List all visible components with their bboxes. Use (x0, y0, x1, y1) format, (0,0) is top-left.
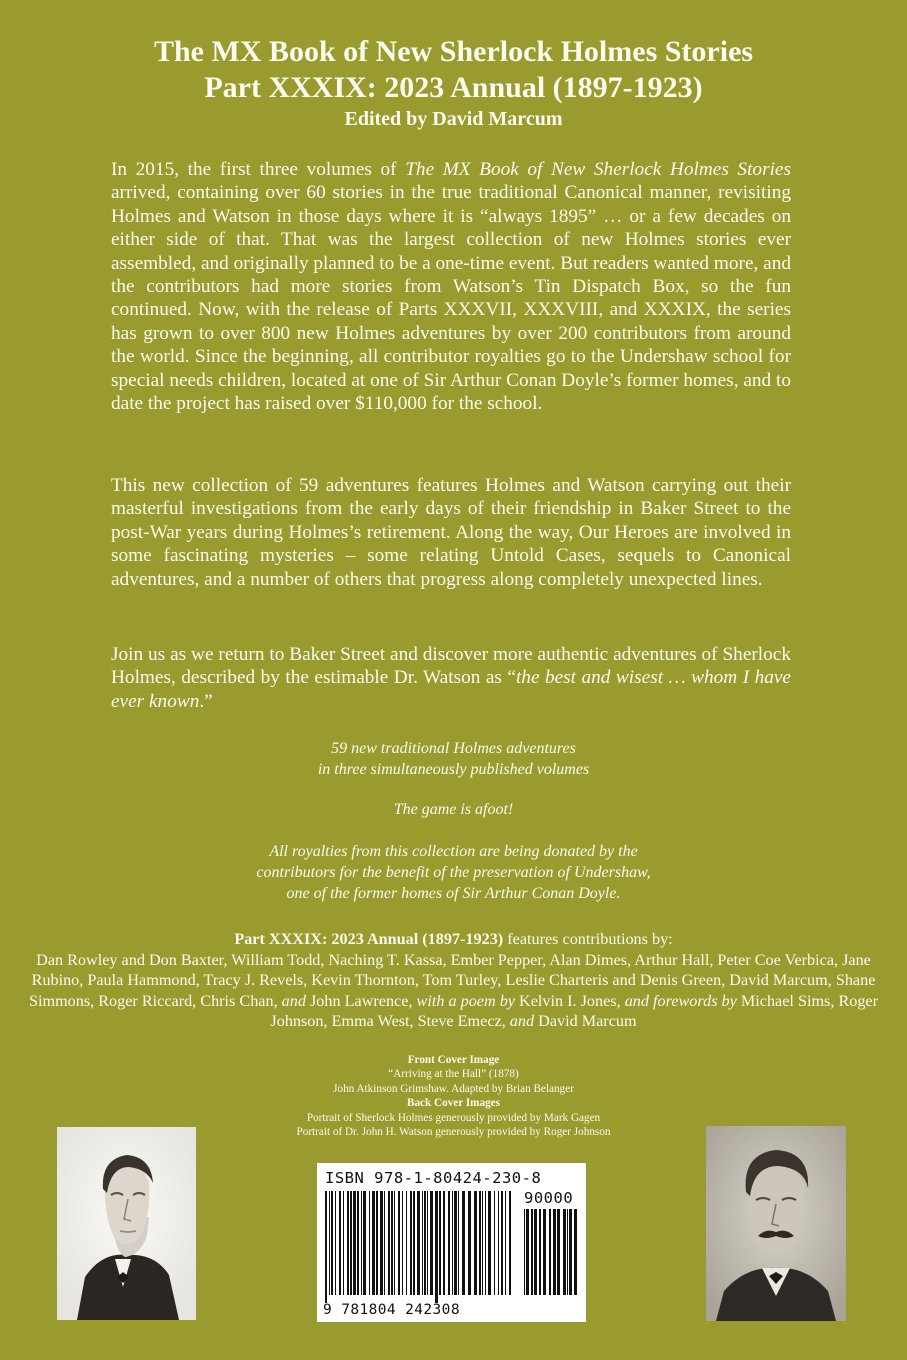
series-title-italic: The MX Book of New Sherlock Holmes Stories (405, 159, 791, 180)
tagline-royalties: All royalties from this collection are being donated by the contributors for the benefit of the preservation of Undershaw, one of the former homes of Sir Arthur Conan Doyle. (256, 843, 651, 902)
barcode-bar (422, 1191, 423, 1295)
barcode-digits: 9 781804 242308 (323, 1302, 460, 1318)
barcode-bar (488, 1191, 491, 1295)
barcode-bar (335, 1191, 336, 1295)
barcode-bar (410, 1191, 412, 1295)
ean13-bars (323, 1191, 513, 1303)
barcode-bar (524, 1209, 525, 1295)
front-cover-label: Front Cover Image (407, 1054, 500, 1066)
barcode-bar (398, 1191, 400, 1295)
barcode-bar (376, 1191, 378, 1295)
barcode-bar (331, 1191, 333, 1295)
barcode-bar (498, 1191, 499, 1295)
barcode-bar (505, 1191, 506, 1295)
barcode-bar (574, 1209, 577, 1295)
barcode-bar (402, 1191, 403, 1295)
barcode-bar (353, 1191, 356, 1295)
barcode-bar (347, 1191, 349, 1295)
back-cover-holmes-credit: Portrait of Sherlock Holmes generously provided by Mark Gagen (306, 1111, 601, 1124)
barcode-bar (406, 1191, 407, 1295)
barcode-bar (462, 1191, 465, 1295)
isbn-number: ISBN 978-1-80424-230-8 (325, 1169, 542, 1187)
barcode-bar (439, 1191, 441, 1295)
addon-bars (522, 1209, 580, 1303)
holmes-portrait-image (57, 1127, 196, 1320)
editor-line: Edited by David Marcum (344, 108, 563, 130)
barcode-bar (567, 1209, 568, 1295)
tagline-adventures: 59 new traditional Holmes adventures in three simultaneously published volumes (317, 740, 590, 778)
quote-italic: the best and wisest … whom I have ever known (111, 667, 791, 712)
barcode-bar (485, 1191, 486, 1295)
holmes-portrait (57, 1127, 196, 1320)
watson-portrait (706, 1126, 846, 1321)
title-block (0, 34, 907, 132)
blurb-paragraph-3: Join us as we return to Baker Street and discover more authentic adventures of Sherlock Holmes, described by the estimable Dr. Watson as “the best and wisest … whom I have ever known.” (111, 644, 791, 712)
barcode-bar (494, 1191, 495, 1295)
barcode-bar (563, 1209, 566, 1295)
barcode-bar (531, 1209, 533, 1295)
barcode-bar (380, 1191, 383, 1295)
barcode-bar (430, 1191, 433, 1295)
barcode-bar (482, 1191, 483, 1295)
barcode-bar (372, 1191, 375, 1295)
barcode-bar (474, 1191, 477, 1295)
barcode-bar (557, 1209, 560, 1295)
barcode-bar (435, 1191, 438, 1303)
front-cover-title: “Arriving at the Hall” (1878) (388, 1068, 519, 1081)
barcode-bar (526, 1209, 529, 1295)
isbn-barcode (317, 1163, 586, 1322)
barcode-bar (361, 1191, 362, 1295)
barcode-bar (501, 1191, 503, 1295)
barcode-bar (391, 1191, 393, 1295)
barcode-bar (388, 1191, 390, 1295)
barcode-bar (350, 1191, 352, 1295)
barcode-bar (448, 1191, 450, 1295)
barcode-bar (509, 1191, 511, 1295)
barcode-bar (357, 1191, 359, 1295)
barcode-bar (343, 1191, 344, 1295)
front-cover-artist: John Atkinson Grimshaw. Adapted by Brian Belanger (333, 1082, 574, 1095)
barcode-bar (369, 1191, 370, 1295)
barcode-bar (417, 1191, 420, 1295)
barcode-bar (553, 1209, 556, 1295)
barcode-bar (454, 1191, 457, 1295)
barcode-bar (384, 1191, 385, 1295)
book-title: The MX Book of New Sherlock Holmes Stories (153, 35, 754, 68)
barcode-bar (413, 1191, 415, 1295)
barcode-bar (329, 1191, 330, 1295)
barcode-bar (339, 1191, 341, 1295)
barcode-bar (452, 1191, 453, 1295)
barcode-bar (458, 1191, 459, 1295)
barcode-bar (394, 1191, 395, 1295)
back-cover-watson-credit: Portrait of Dr. John H. Watson generously provided by Roger Johnson (296, 1126, 611, 1139)
barcode-bar (569, 1209, 572, 1295)
tagline-game-afoot: The game is afoot! (393, 801, 514, 818)
contributors-list: Part XXXIX: 2023 Annual (1897-1923) features contributions by: Dan Rowley and Don Baxter, William Todd, Naching T. Kassa, Ember Pepper, Alan Dimes, Arthur Hall, Peter Coe Verbica, Jane Rubino, Paula Hammond, Tracy J. Revels, Kevin Thornton, Tom Turley, Leslie Charteris and Denis Green, David Marcum, Shane Simmons, Roger Riccard, Chris Chan, and John Lawrence, with a poem by Kelvin I. Jones, and forewords by Michael Sims, Roger Johnson, Emma West, Steve Emecz, and David Marcum (28, 930, 879, 1030)
barcode-bar (543, 1209, 546, 1295)
blurb-paragraph-2: This new collection of 59 adventures features Holmes and Watson carrying out their masterful investigations from the early days of their friendship in Baker Street to the post-War years during Holmes’s retirement. Along the way, Our Heroes are involved in some fascinating mysteries – some relating Untold Cases, sequels to Canonical adventures, and a number of others that progress along completely unexpected lines. (111, 475, 791, 590)
barcode-bar (443, 1191, 445, 1295)
barcode-bar (424, 1191, 426, 1295)
blurb-paragraph-1: In 2015, the first three volumes of The MX Book of New Sherlock Holmes Stories arrived, containing over 60 stories in the true traditional Canonical manner, revisiting Holmes and Watson in those days where it is “always 1895” … or a few decades on either side of that. That was the largest collection of new Holmes stories ever assembled, and originally planned to be a one-time event. But readers wanted more, and the contributors had more stories from Watson’s Tin Dispatch Box, so the fun continued. Now, with the release of Parts XXXVII, XXXVIII, and XXXIX, the series has grown to over 800 new Holmes adventures by over 200 contributors from around the world. Since the beginning, all contributor royalties go to the Undershaw school for special needs children, located at one of Sir Arthur Conan Doyle’s former homes, and to date the project has raised over $110,000 for the school. (111, 159, 792, 415)
watson-portrait-image (706, 1126, 846, 1321)
barcode-bar (534, 1209, 537, 1295)
barcode-bar (479, 1191, 481, 1295)
price-code: 90000 (524, 1189, 574, 1207)
barcode-bar (325, 1191, 327, 1303)
barcode-bar (363, 1191, 366, 1295)
barcode-bar (539, 1209, 541, 1295)
book-subtitle: Part XXXIX: 2023 Annual (1897-1923) (204, 71, 703, 104)
back-cover-label: Back Cover Images (406, 1097, 500, 1110)
barcode-bar (427, 1191, 428, 1295)
barcode-bar (549, 1209, 551, 1295)
barcode-bar (468, 1191, 471, 1295)
